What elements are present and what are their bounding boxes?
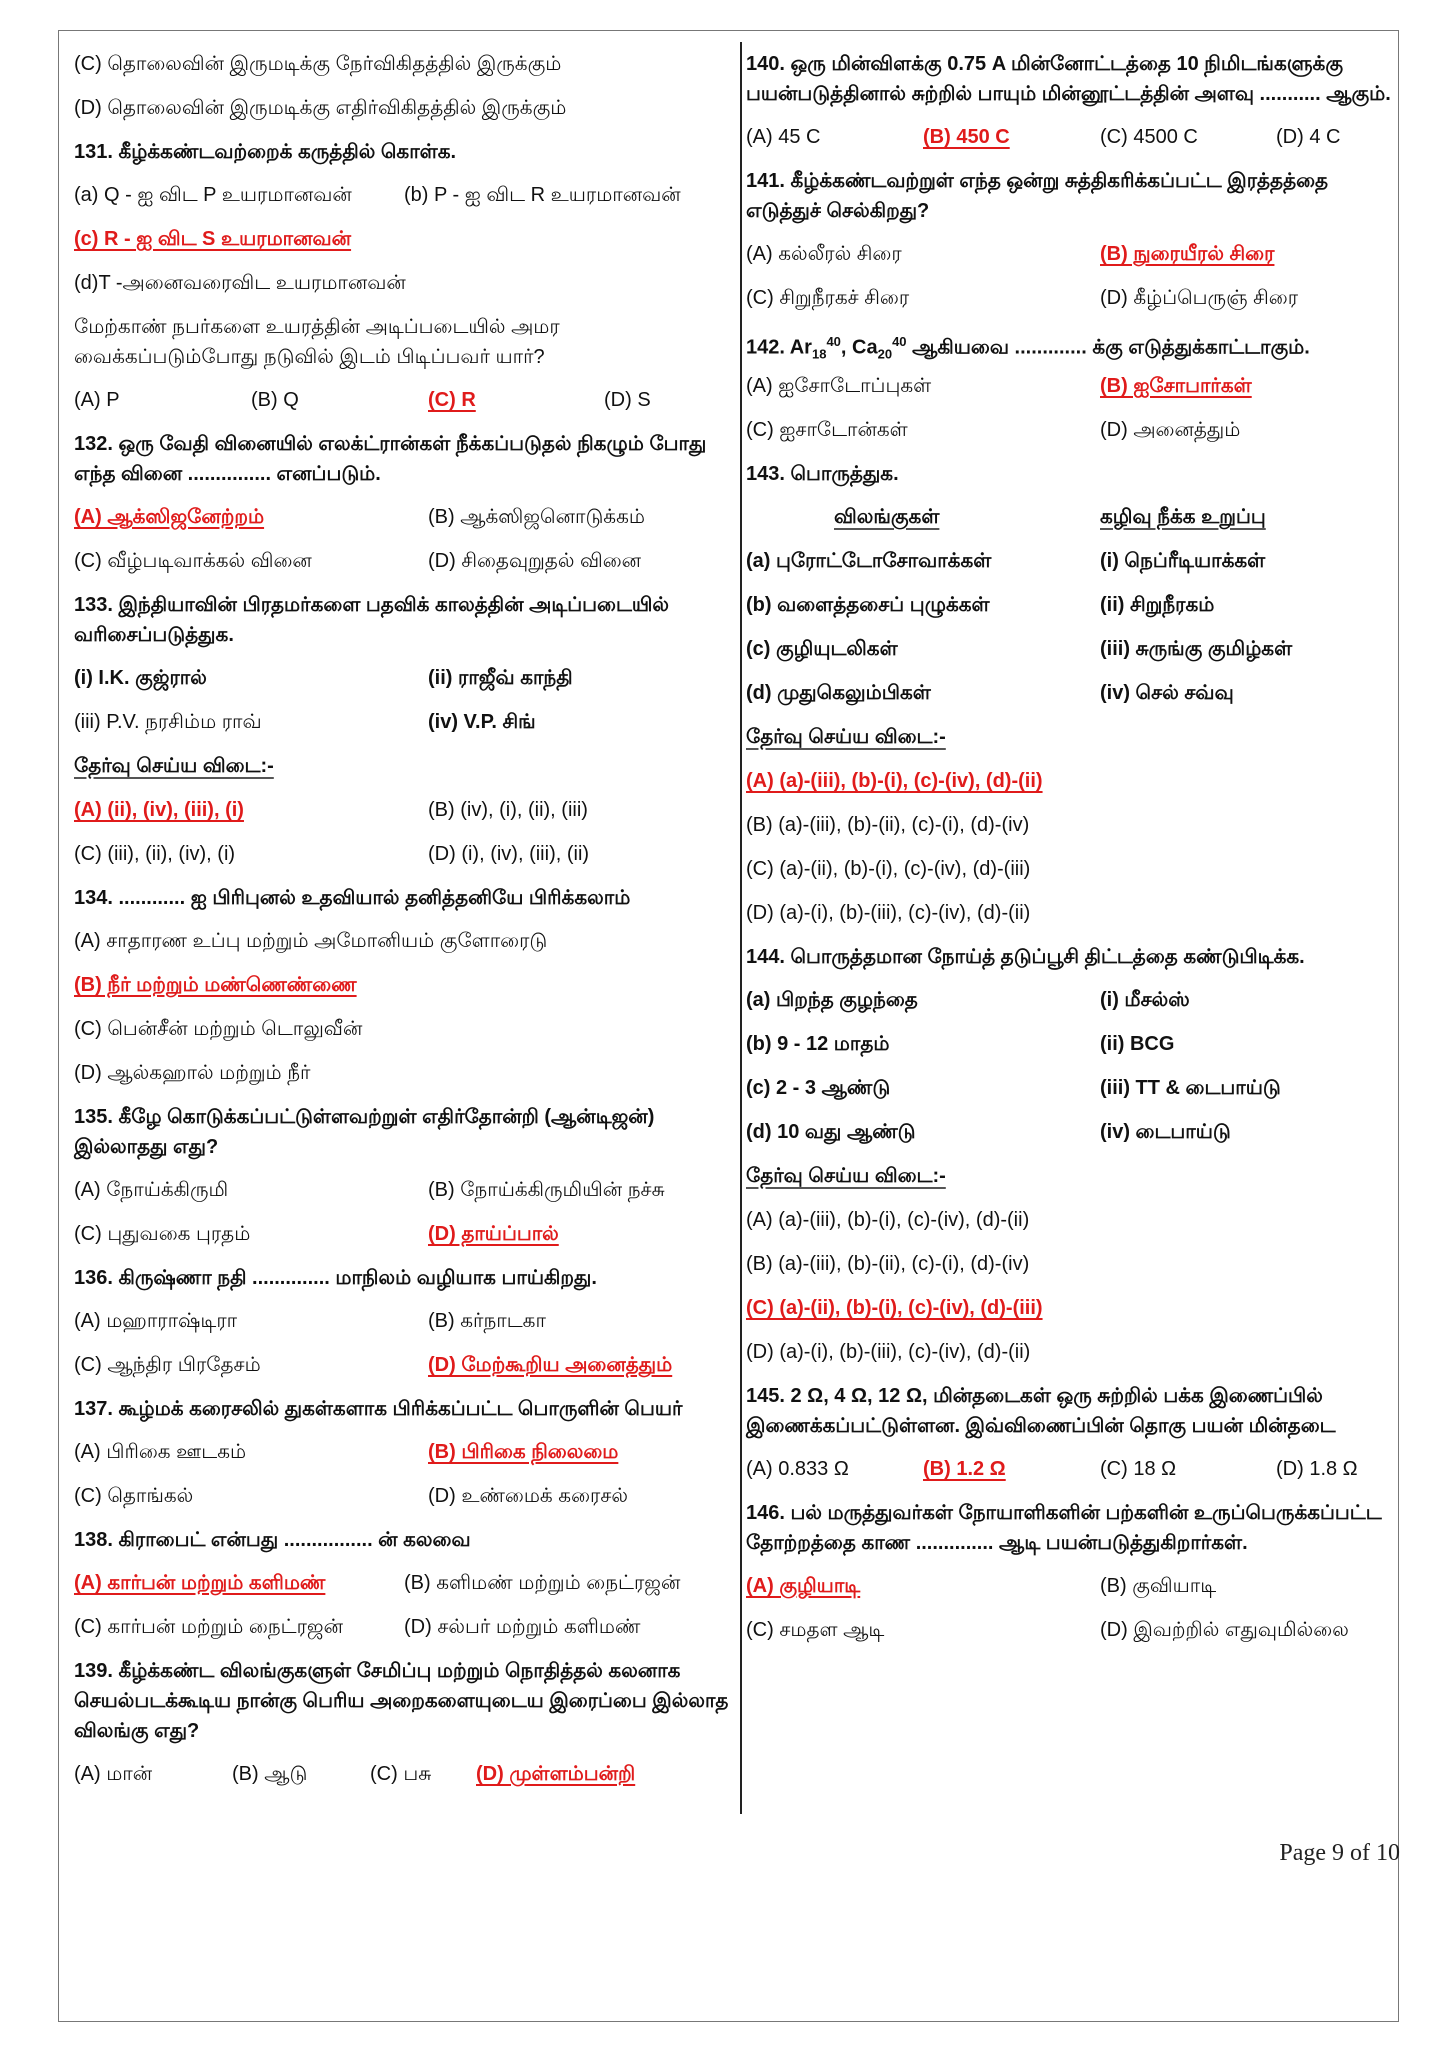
correct-answer-option: (D) மேற்கூறிய அனைத்தும் bbox=[428, 1354, 673, 1376]
answer-option: (A) 45 C bbox=[746, 126, 821, 148]
question-text: 140. ஒரு மின்விளக்கு 0.75 A மின்னோட்டத்தை 10 நிமிடங்களுக்கு பயன்படுத்தினால் சுற்றில் பாயும் மின்னூட்டத்தின் அளவு ........... ஆகும். bbox=[746, 53, 1391, 105]
answer-option: (D) S bbox=[604, 389, 651, 411]
answer-option: (A) கல்லீரல் சிரை bbox=[746, 243, 902, 265]
option-row bbox=[746, 803, 1398, 847]
option-row bbox=[746, 1022, 1398, 1066]
question-text-part: 142. Ar bbox=[746, 336, 812, 359]
option-row bbox=[74, 495, 734, 539]
option-row bbox=[746, 232, 1398, 276]
question-text: 144. பொருத்தமான நோய்த் தடுப்பூசி திட்டத்தை கண்டுபிடிக்க. bbox=[746, 946, 1305, 968]
answer-option: (D) ஆல்கஹால் மற்றும் நீர் bbox=[74, 1062, 311, 1084]
option-row bbox=[74, 1605, 734, 1649]
question-text: 133. இந்தியாவின் பிரதமர்களை பதவிக் காலத்தின் அடிப்படையில் வரிசைப்படுத்துக. bbox=[74, 594, 670, 646]
option-row bbox=[74, 1007, 734, 1051]
left-column bbox=[74, 42, 734, 1796]
option-row bbox=[746, 1608, 1398, 1652]
question-text: 139. கீழ்க்கண்ட விலங்குகளுள் சேமிப்பு மற்றும் நொதித்தல் கலனாக செயல்படக்கூடிய நான்கு பெரிய அறைகளையுடைய இரைப்பை இல்லாத விலங்கு எது? bbox=[74, 1660, 729, 1742]
section-heading: தேர்வு செய்ய விடை:- bbox=[746, 726, 946, 748]
answer-option: (b) 9 - 12 மாதம் bbox=[746, 1033, 890, 1055]
answer-option: (B) நோய்க்கிருமியின் நச்சு bbox=[428, 1179, 665, 1201]
option-row bbox=[74, 1343, 734, 1387]
correct-answer-option: (D) தாய்ப்பால் bbox=[428, 1223, 559, 1245]
option-row bbox=[74, 656, 734, 700]
question-text-part: 20 bbox=[877, 346, 893, 362]
option-row bbox=[746, 671, 1398, 715]
option-row bbox=[746, 759, 1398, 803]
answer-option: (C) (a)-(ii), (b)-(i), (c)-(iv), (d)-(iii) bbox=[746, 858, 1031, 880]
question-text: 138. கிராபைட் என்பது ................ ன் கலவை bbox=[74, 1529, 471, 1551]
answer-option: (C) புதுவகை புரதம் bbox=[74, 1223, 251, 1245]
option-row bbox=[74, 1212, 734, 1256]
option-row bbox=[74, 1051, 734, 1095]
answer-option: (c) குழியுடலிகள் bbox=[746, 638, 898, 660]
option-row bbox=[74, 378, 734, 422]
section-heading: கழிவு நீக்க உறுப்பு bbox=[1100, 506, 1266, 528]
answer-heading-row bbox=[746, 1154, 1398, 1198]
answer-option: (ii) BCG bbox=[1100, 1033, 1175, 1055]
answer-option: (D) சிதைவுறுதல் வினை bbox=[428, 550, 642, 572]
correct-answer-option: (C) R bbox=[428, 389, 476, 411]
option-row bbox=[746, 1110, 1398, 1154]
answer-option: (iv) V.P. சிங் bbox=[428, 711, 536, 733]
correct-answer-option: (A) ஆக்ஸிஜனேற்றம் bbox=[74, 506, 265, 528]
option-row bbox=[74, 919, 734, 963]
correct-answer-option: (A) குழியாடி bbox=[746, 1575, 861, 1597]
answer-option: (C) ஐசாடோன்கள் bbox=[746, 419, 908, 441]
option-row bbox=[746, 1066, 1398, 1110]
option-row bbox=[746, 364, 1398, 408]
option-row bbox=[74, 86, 734, 130]
answer-option: (A) ஐசோடோப்புகள் bbox=[746, 375, 932, 397]
correct-answer-option: (A) (a)-(iii), (b)-(i), (c)-(iv), (d)-(ii) bbox=[746, 770, 1043, 792]
option-row bbox=[746, 276, 1398, 320]
answer-option: (b) P - ஐ விட R உயரமானவன் bbox=[404, 184, 681, 206]
answer-option: (B) ஆக்ஸிஜனொடுக்கம் bbox=[428, 506, 645, 528]
answer-option: (C) சமதள ஆடி bbox=[746, 1619, 885, 1641]
answer-option: (c) 2 - 3 ஆண்டு bbox=[746, 1077, 891, 1099]
option-row bbox=[746, 847, 1398, 891]
answer-option: (A) P bbox=[74, 389, 120, 411]
answer-option: (iv) டைபாய்டு bbox=[1100, 1121, 1231, 1143]
option-row bbox=[746, 583, 1398, 627]
option-row bbox=[74, 832, 734, 876]
answer-option: (D) சல்பர் மற்றும் களிமண் bbox=[404, 1616, 641, 1638]
correct-answer-option: (B) நீர் மற்றும் மண்ணெண்ணை bbox=[74, 974, 357, 996]
answer-option: (iii) TT & டைபாய்டு bbox=[1100, 1077, 1281, 1099]
answer-option: (C) கார்பன் மற்றும் நைட்ரஜன் bbox=[74, 1616, 344, 1638]
correct-answer-option: (B) பிரிகை நிலைமை bbox=[428, 1441, 619, 1463]
option-row bbox=[74, 788, 734, 832]
answer-option: (iii) சுருங்கு குமிழ்கள் bbox=[1100, 638, 1293, 660]
answer-option: (B) (iv), (i), (ii), (iii) bbox=[428, 799, 588, 821]
correct-answer-option: (B) ஐசோபார்கள் bbox=[1100, 375, 1252, 397]
answer-option: (B) Q bbox=[251, 389, 299, 411]
answer-option: (C) தொலைவின் இருமடிக்கு நேர்விகிதத்தில் இருக்கும் bbox=[74, 53, 562, 75]
option-row bbox=[74, 1561, 734, 1605]
answer-option: (C) தொங்கல் bbox=[74, 1485, 194, 1507]
answer-option: (i) I.K. குஜ்ரால் bbox=[74, 667, 207, 689]
answer-option: (C) பென்சீன் மற்றும் டொலுவீன் bbox=[74, 1018, 363, 1040]
question-text-part: ஆகியவை ............. க்கு எடுத்துக்காட்டாகும். bbox=[906, 336, 1310, 359]
question-text: 131. கீழ்க்கண்டவற்றைக் கருத்தில் கொள்க. bbox=[74, 141, 457, 163]
section-heading: விலங்குகள் bbox=[834, 506, 940, 528]
column-divider bbox=[740, 42, 742, 1814]
answer-option: (C) பசு bbox=[370, 1763, 432, 1785]
answer-option: (B) களிமண் மற்றும் நைட்ரஜன் bbox=[404, 1572, 681, 1594]
option-row bbox=[746, 1447, 1398, 1491]
option-row bbox=[74, 1752, 734, 1796]
answer-option: (iv) செல் சவ்வு bbox=[1100, 682, 1234, 704]
option-row bbox=[74, 963, 734, 1007]
option-row bbox=[746, 115, 1398, 159]
option-row bbox=[746, 891, 1398, 935]
question-text-part: 40 bbox=[826, 334, 841, 349]
answer-option: (A) மான் bbox=[74, 1763, 153, 1785]
answer-option: (D) கீழ்ப்பெருஞ் சிரை bbox=[1100, 287, 1299, 309]
answer-option: (C) (iii), (ii), (iv), (i) bbox=[74, 843, 236, 865]
answer-option: (i) மீசல்ஸ் bbox=[1100, 989, 1190, 1011]
option-row bbox=[746, 1242, 1398, 1286]
answer-option: (A) (a)-(iii), (b)-(i), (c)-(iv), (d)-(ii) bbox=[746, 1209, 1030, 1231]
correct-answer-option: (A) கார்பன் மற்றும் களிமண் bbox=[74, 1572, 326, 1594]
answer-option: (C) சிறுநீரகச் சிரை bbox=[746, 287, 910, 309]
answer-option: (B) (a)-(iii), (b)-(ii), (c)-(i), (d)-(iv) bbox=[746, 814, 1030, 836]
question-text: 136. கிருஷ்ணா நதி .............. மாநிலம் வழியாக பாய்கிறது. bbox=[74, 1267, 597, 1289]
section-heading: தேர்வு செய்ய விடை:- bbox=[74, 755, 274, 777]
answer-option: (ii) ராஜீவ் காந்தி bbox=[428, 667, 573, 689]
option-row bbox=[74, 1430, 734, 1474]
option-row bbox=[74, 1299, 734, 1343]
answer-option: (ii) சிறுநீரகம் bbox=[1100, 594, 1215, 616]
answer-option: (a) பிறந்த குழந்தை bbox=[746, 989, 918, 1011]
question-text-part: , Ca bbox=[840, 336, 878, 359]
question-text: 141. கீழ்க்கண்டவற்றுள் எந்த ஒன்று சுத்திகரிக்கப்பட்ட இரத்தத்தை எடுத்துச் செல்கிறது? bbox=[746, 170, 1329, 222]
correct-answer-option: (B) 450 C bbox=[923, 126, 1010, 148]
option-row bbox=[74, 539, 734, 583]
option-row bbox=[746, 1198, 1398, 1242]
correct-answer-option: (A) (ii), (iv), (iii), (i) bbox=[74, 799, 244, 821]
question-text-part: 18 bbox=[811, 346, 827, 362]
option-row bbox=[74, 173, 734, 217]
answer-option: (d) முதுகெலும்பிகள் bbox=[746, 682, 931, 704]
answer-heading-row bbox=[746, 495, 1398, 539]
option-row bbox=[74, 217, 734, 261]
answer-option: (D) 4 C bbox=[1276, 126, 1341, 148]
question-text: 137. கூழ்மக் கரைசலில் துகள்களாக பிரிக்கப்பட்ட பொருளின் பெயர் bbox=[74, 1398, 683, 1420]
question-paragraph: மேற்காண் நபர்களை உயரத்தின் அடிப்படையில் அமர வைக்கப்படும்போது நடுவில் இடம் பிடிப்பவர் யார்? bbox=[74, 316, 560, 368]
answer-option: (A) பிரிகை ஊடகம் bbox=[74, 1441, 247, 1463]
answer-heading-row bbox=[74, 744, 734, 788]
question-text: 135. கீழே கொடுக்கப்பட்டுள்ளவற்றுள் எதிர்தோன்றி (ஆன்டிஜன்) இல்லாதது எது? bbox=[74, 1106, 655, 1158]
question-text bbox=[746, 320, 1398, 364]
answer-heading-row bbox=[746, 715, 1398, 759]
answer-option: (D) 1.8 Ω bbox=[1276, 1458, 1358, 1480]
answer-option: (D) அனைத்தும் bbox=[1100, 419, 1241, 441]
answer-option: (B) குவியாடி bbox=[1100, 1575, 1217, 1597]
answer-option: (A) 0.833 Ω bbox=[746, 1458, 849, 1480]
option-row bbox=[74, 1168, 734, 1212]
answer-option: (C) 18 Ω bbox=[1100, 1458, 1177, 1480]
question-text: 143. பொருத்துக. bbox=[746, 463, 899, 485]
answer-option: (d) 10 வது ஆண்டு bbox=[746, 1121, 916, 1143]
question-text: 132. ஒரு வேதி வினையில் எலக்ட்ரான்கள் நீக்கப்படுதல் நிகழும் போது எந்த வினை ............... எனப்படும். bbox=[74, 433, 707, 485]
option-row bbox=[74, 42, 734, 86]
correct-answer-option: (C) (a)-(ii), (b)-(i), (c)-(iv), (d)-(iii) bbox=[746, 1297, 1043, 1319]
section-heading: தேர்வு செய்ய விடை:- bbox=[746, 1165, 946, 1187]
answer-option: (B) (a)-(iii), (b)-(ii), (c)-(i), (d)-(iv) bbox=[746, 1253, 1030, 1275]
correct-answer-option: (B) நுரையீரல் சிரை bbox=[1100, 243, 1275, 265]
option-row bbox=[74, 1474, 734, 1518]
answer-option: (A) நோய்க்கிருமி bbox=[74, 1179, 229, 1201]
answer-option: (b) வளைத்தசைப் புழுக்கள் bbox=[746, 594, 990, 616]
option-row bbox=[746, 539, 1398, 583]
answer-option: (d)T -அனைவரைவிட உயரமானவன் bbox=[74, 272, 406, 294]
option-row bbox=[746, 408, 1398, 452]
question-text: 145. 2 Ω, 4 Ω, 12 Ω, மின்தடைகள் ஒரு சுற்றில் பக்க இணைப்பில் இணைக்கப்பட்டுள்ளன. இவ்விணைப்பின் தொகு பயன் மின்தடை bbox=[746, 1385, 1336, 1437]
option-row bbox=[746, 1330, 1398, 1374]
answer-option: (i) நெப்ரீடியாக்கள் bbox=[1100, 550, 1266, 572]
answer-option: (B) கர்நாடகா bbox=[428, 1310, 546, 1332]
answer-option: (iii) P.V. நரசிம்ம ராவ் bbox=[74, 711, 262, 733]
answer-option: (C) ஆந்திர பிரதேசம் bbox=[74, 1354, 261, 1376]
correct-answer-option: (D) முள்ளம்பன்றி bbox=[476, 1763, 636, 1785]
question-text-part: 40 bbox=[892, 334, 907, 349]
answer-option: (D) இவற்றில் எதுவுமில்லை bbox=[1100, 1619, 1349, 1641]
option-row bbox=[746, 978, 1398, 1022]
right-column bbox=[746, 42, 1398, 1652]
page-number: Page 9 of 10 bbox=[1279, 1840, 1400, 1866]
correct-answer-option: (c) R - ஐ விட S உயரமானவன் bbox=[74, 228, 352, 250]
answer-option: (D) உண்மைக் கரைசல் bbox=[428, 1485, 629, 1507]
answer-option: (A) சாதாரண உப்பு மற்றும் அமோனியம் குளோரைடு bbox=[74, 930, 548, 952]
answer-option: (D) தொலைவின் இருமடிக்கு எதிர்விகிதத்தில் இருக்கும் bbox=[74, 97, 567, 119]
answer-option: (D) (a)-(i), (b)-(iii), (c)-(iv), (d)-(ii) bbox=[746, 902, 1031, 924]
option-row bbox=[746, 627, 1398, 671]
answer-option: (a) புரோட்டோசோவாக்கள் bbox=[746, 550, 992, 572]
answer-option: (C) 4500 C bbox=[1100, 126, 1198, 148]
answer-option: (a) Q - ஐ விட P உயரமானவன் bbox=[74, 184, 352, 206]
question-text: 134. ............ ஐ பிரிபுனல் உதவியால் தனித்தனியே பிரிக்கலாம் bbox=[74, 887, 631, 909]
option-row bbox=[74, 700, 734, 744]
option-row bbox=[746, 1286, 1398, 1330]
answer-option: (A) மஹாராஷ்டிரா bbox=[74, 1310, 238, 1332]
option-row bbox=[74, 261, 734, 305]
answer-option: (D) (a)-(i), (b)-(iii), (c)-(iv), (d)-(ii) bbox=[746, 1341, 1031, 1363]
answer-option: (D) (i), (iv), (iii), (ii) bbox=[428, 843, 590, 865]
answer-option: (C) வீழ்படிவாக்கல் வினை bbox=[74, 550, 312, 572]
question-text: 146. பல் மருத்துவர்கள் நோயாளிகளின் பற்களின் உருப்பெருக்கப்பட்ட தோற்றத்தை காண .............. ஆடி பயன்படுத்துகிறார்கள். bbox=[746, 1502, 1382, 1554]
answer-option: (B) ஆடு bbox=[232, 1763, 308, 1785]
correct-answer-option: (B) 1.2 Ω bbox=[923, 1458, 1006, 1480]
option-row bbox=[746, 1564, 1398, 1608]
